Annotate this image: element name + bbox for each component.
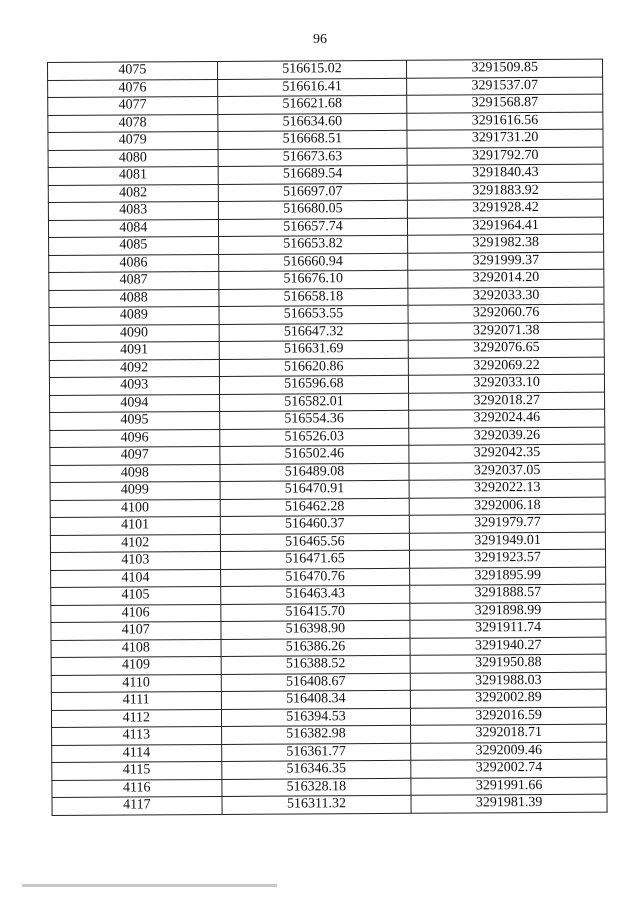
point-number-cell: 4100: [50, 499, 220, 518]
y-coordinate-cell: 3291792.70: [407, 147, 603, 166]
point-number-cell: 4102: [50, 534, 220, 553]
y-coordinate-cell: 3291940.27: [410, 637, 606, 656]
y-coordinate-cell: 3291988.03: [411, 672, 607, 691]
y-coordinate-cell: 3291949.01: [410, 532, 606, 551]
y-coordinate-cell: 3292071.38: [408, 322, 604, 341]
y-coordinate-cell: 3291911.74: [410, 619, 606, 638]
point-number-cell: 4092: [49, 359, 219, 378]
x-coordinate-cell: 516408.67: [221, 673, 411, 692]
x-coordinate-cell: 516631.69: [219, 340, 409, 359]
x-coordinate-cell: 516653.55: [219, 305, 409, 324]
y-coordinate-cell: 3291883.92: [408, 182, 604, 201]
y-coordinate-cell: 3291537.07: [407, 77, 603, 96]
y-coordinate-cell: 3292002.74: [411, 759, 607, 778]
x-coordinate-cell: 516657.74: [218, 218, 408, 237]
point-number-cell: 4089: [49, 306, 219, 325]
y-coordinate-cell: 3292033.30: [408, 287, 604, 306]
point-number-cell: 4110: [51, 674, 221, 693]
point-number-cell: 4076: [48, 79, 218, 98]
y-coordinate-cell: 3292069.22: [409, 357, 605, 376]
x-coordinate-cell: 516386.26: [221, 638, 411, 657]
point-number-cell: 4094: [50, 394, 220, 413]
x-coordinate-cell: 516470.76: [220, 568, 410, 587]
x-coordinate-cell: 516621.68: [217, 95, 407, 114]
x-coordinate-cell: 516328.18: [221, 778, 411, 797]
y-coordinate-cell: 3291991.66: [411, 777, 607, 796]
table-row: [52, 794, 607, 815]
point-number-cell: 4086: [49, 254, 219, 273]
point-number-cell: 4080: [48, 149, 218, 168]
point-number-cell: 4083: [48, 201, 218, 220]
x-coordinate-cell: 516680.05: [218, 200, 408, 219]
x-coordinate-cell: 516470.91: [220, 480, 410, 499]
point-number-cell: 4099: [50, 481, 220, 500]
x-coordinate-cell: 516502.46: [219, 445, 409, 464]
point-number-cell: 4079: [48, 131, 218, 150]
x-coordinate-cell: 516647.32: [219, 323, 409, 342]
point-number-cell: 4077: [48, 96, 218, 115]
y-coordinate-cell: 3292033.10: [409, 374, 605, 393]
y-coordinate-cell: 3291999.37: [408, 252, 604, 271]
x-coordinate-cell: 516634.60: [217, 113, 407, 132]
point-number-cell: 4085: [49, 236, 219, 255]
page-number: 96: [313, 32, 327, 47]
x-coordinate-cell: 516489.08: [220, 463, 410, 482]
coordinate-table: [47, 59, 608, 816]
y-coordinate-cell: 3292060.76: [408, 304, 604, 323]
x-coordinate-cell: 516673.63: [218, 148, 408, 167]
y-coordinate-cell: 3291981.39: [411, 794, 607, 813]
point-number-cell: 4104: [51, 569, 221, 588]
y-coordinate-cell: 3291923.57: [410, 549, 606, 568]
x-coordinate-cell: 516615.02: [217, 60, 407, 79]
y-coordinate-cell: 3291979.77: [410, 514, 606, 533]
y-coordinate-cell: 3292009.46: [411, 742, 607, 761]
point-number-cell: 4082: [48, 184, 218, 203]
point-number-cell: 4087: [49, 271, 219, 290]
point-number-cell: 4114: [52, 744, 222, 763]
x-coordinate-cell: 516398.90: [220, 620, 410, 639]
point-number-cell: 4108: [51, 639, 221, 658]
x-coordinate-cell: 516697.07: [218, 183, 408, 202]
y-coordinate-cell: 3291568.87: [407, 94, 603, 113]
point-number-cell: 4097: [50, 446, 220, 465]
y-coordinate-cell: 3292024.46: [409, 409, 605, 428]
x-coordinate-cell: 516653.82: [218, 235, 408, 254]
y-coordinate-cell: 3291982.38: [408, 234, 604, 253]
x-coordinate-cell: 516554.36: [219, 410, 409, 429]
point-number-cell: 4091: [49, 341, 219, 360]
y-coordinate-cell: 3292018.27: [409, 392, 605, 411]
x-coordinate-cell: 516382.98: [221, 725, 411, 744]
y-coordinate-cell: 3291731.20: [407, 129, 603, 148]
x-coordinate-cell: 516526.03: [219, 428, 409, 447]
y-coordinate-cell: 3292016.59: [411, 707, 607, 726]
y-coordinate-cell: 3292022.13: [409, 479, 605, 498]
point-number-cell: 4078: [48, 114, 218, 133]
point-number-cell: 4105: [51, 586, 221, 605]
scan-artifact-line: [22, 884, 277, 887]
y-coordinate-cell: 3292014.20: [408, 269, 604, 288]
y-coordinate-cell: 3292039.26: [409, 427, 605, 446]
x-coordinate-cell: 516660.94: [218, 253, 408, 272]
point-number-cell: 4106: [51, 604, 221, 623]
point-number-cell: 4098: [50, 464, 220, 483]
point-number-cell: 4107: [51, 621, 221, 640]
y-coordinate-cell: 3292018.71: [411, 724, 607, 743]
coordinate-table-body: [48, 59, 608, 815]
point-number-cell: 4103: [50, 551, 220, 570]
point-number-cell: 4088: [49, 289, 219, 308]
y-coordinate-cell: 3291898.99: [410, 602, 606, 621]
point-number-cell: 4109: [51, 656, 221, 675]
x-coordinate-cell: 516582.01: [219, 393, 409, 412]
x-coordinate-cell: 516668.51: [218, 130, 408, 149]
x-coordinate-cell: 516388.52: [221, 655, 411, 674]
x-coordinate-cell: 516689.54: [218, 165, 408, 184]
point-number-cell: 4084: [48, 219, 218, 238]
y-coordinate-cell: 3292006.18: [409, 497, 605, 516]
x-coordinate-cell: 516463.43: [220, 585, 410, 604]
point-number-cell: 4101: [50, 516, 220, 535]
y-coordinate-cell: 3291895.99: [410, 567, 606, 586]
point-number-cell: 4116: [52, 779, 222, 798]
x-coordinate-cell: 516596.68: [219, 375, 409, 394]
point-number-cell: 4095: [50, 411, 220, 430]
point-number-cell: 4075: [48, 61, 218, 80]
y-coordinate-cell: 3292076.65: [408, 339, 604, 358]
x-coordinate-cell: 516394.53: [221, 708, 411, 727]
x-coordinate-cell: 516620.86: [219, 358, 409, 377]
y-coordinate-cell: 3291616.56: [407, 112, 603, 131]
y-coordinate-cell: 3292002.89: [411, 689, 607, 708]
x-coordinate-cell: 516311.32: [222, 795, 412, 814]
point-number-cell: 4113: [52, 726, 222, 745]
point-number-cell: 4096: [50, 429, 220, 448]
x-coordinate-cell: 516616.41: [217, 78, 407, 97]
y-coordinate-cell: 3291950.88: [410, 654, 606, 673]
y-coordinate-cell: 3291964.41: [408, 217, 604, 236]
y-coordinate-cell: 3291888.57: [410, 584, 606, 603]
point-number-cell: 4115: [52, 761, 222, 780]
x-coordinate-cell: 516676.10: [218, 270, 408, 289]
point-number-cell: 4093: [49, 376, 219, 395]
y-coordinate-cell: 3291840.43: [407, 164, 603, 183]
point-number-cell: 4090: [49, 324, 219, 343]
x-coordinate-cell: 516415.70: [220, 603, 410, 622]
y-coordinate-cell: 3292037.05: [409, 462, 605, 481]
x-coordinate-cell: 516462.28: [220, 498, 410, 517]
x-coordinate-cell: 516408.34: [221, 690, 411, 709]
x-coordinate-cell: 516465.56: [220, 533, 410, 552]
x-coordinate-cell: 516346.35: [221, 760, 411, 779]
x-coordinate-cell: 516471.65: [220, 550, 410, 569]
y-coordinate-cell: 3291928.42: [408, 199, 604, 218]
point-number-cell: 4111: [51, 691, 221, 710]
point-number-cell: 4117: [52, 796, 222, 815]
x-coordinate-cell: 516361.77: [221, 743, 411, 762]
y-coordinate-cell: 3292042.35: [409, 444, 605, 463]
y-coordinate-cell: 3291509.85: [407, 59, 603, 78]
x-coordinate-cell: 516460.37: [220, 515, 410, 534]
point-number-cell: 4081: [48, 166, 218, 185]
x-coordinate-cell: 516658.18: [218, 288, 408, 307]
point-number-cell: 4112: [51, 709, 221, 728]
